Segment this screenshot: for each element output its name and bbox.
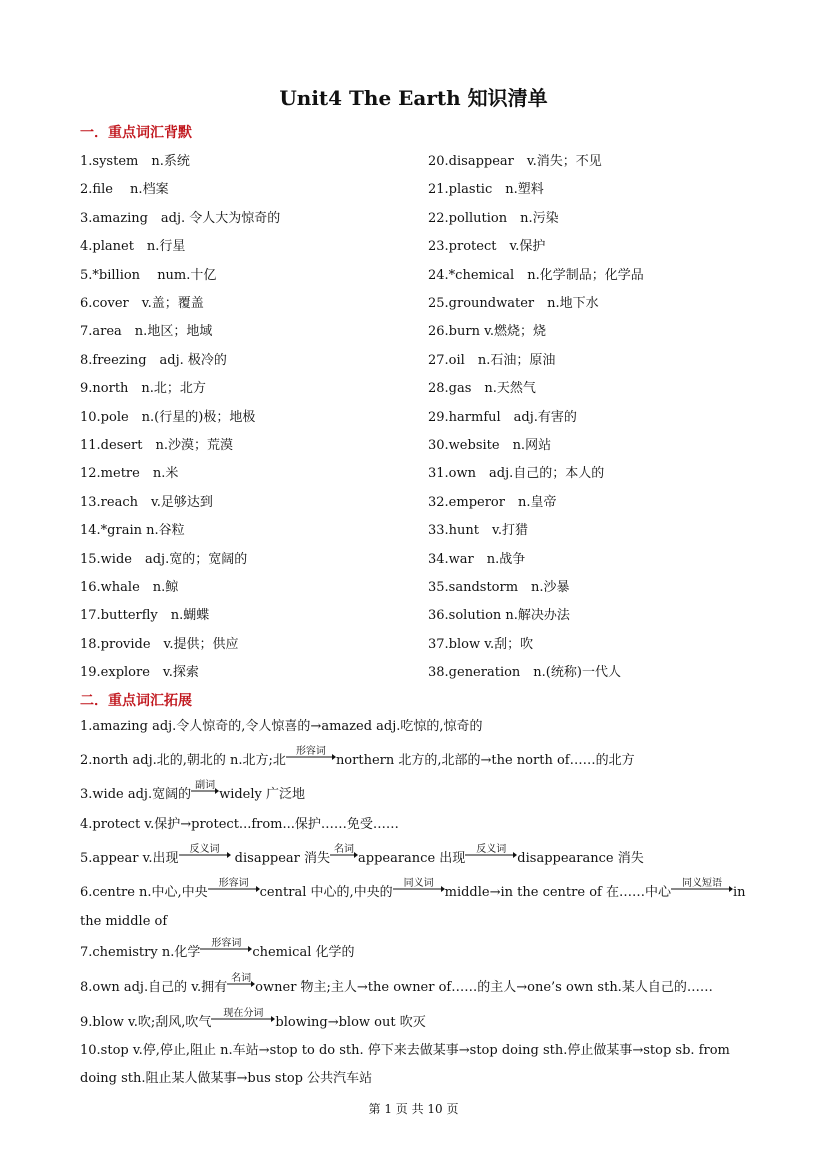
vocab-item: 7.area n.地区；地域 (80, 324, 213, 340)
vocab-item: 35.sandstorm n.沙暴 (428, 580, 570, 595)
vocab-item: 3.amazing adj. 令人大为惊奇的 (80, 210, 281, 226)
page-footer: 第 1 页 共 10 页 (368, 1102, 459, 1116)
vocab-item: 10.pole n.(行星的)极；地极 (80, 409, 256, 425)
expansion-item: 9.blow v.吹;刮风,吹气 现在分词 blowing→blow out 吹灭 (80, 1008, 426, 1030)
expansion-item: 10.stop v.停,停止,阻止 n.车站→stop to do sth. 停下来去做某事→stop doing sth.停止做某事→stop sb. from (80, 1043, 730, 1058)
vocab-item: 21.plastic n.塑料 (428, 182, 544, 198)
expansion-item: 2.north adj.北的,朝北的 n.北方;北 形容词 northern 北方的,北部的→the north of……的北方 (80, 746, 635, 768)
vocab-item: 24.*chemical n.化学制品；化学品 (428, 267, 644, 283)
vocab-item: 32.emperor n.皇帝 (428, 494, 557, 510)
expansion-item-continued: the middle of (80, 914, 168, 929)
vocab-item: 19.explore v.探索 (80, 665, 199, 681)
vocab-item: 34.war n.战争 (428, 551, 526, 567)
vocab-item: 12.metre n.米 (80, 466, 179, 482)
expansion-item: 3.wide adj.宽阔的 副词 widely 广泛地 (80, 780, 306, 802)
vocab-item: 26.burn v.燃烧；烧 (428, 324, 547, 340)
expansion-item: 5.appear v.出现 反义词 disappear 消失 名词 appearance 出现 反义词 disappearance 消失 (80, 844, 644, 866)
vocab-item: 38.generation n.(统称)一代人 (428, 665, 621, 681)
arrow-icon: 形容词 (286, 750, 336, 764)
vocab-item: 29.harmful adj.有害的 (428, 409, 577, 425)
vocab-item: 5.*billion num.十亿 (80, 267, 217, 283)
vocab-item: 36.solution n.解决办法 (428, 608, 570, 624)
vocab-item: 27.oil n.石油；原油 (428, 352, 556, 368)
vocab-item: 28.gas n.天然气 (428, 381, 536, 397)
vocab-item: 17.butterfly n.蝴蝶 (80, 608, 210, 624)
vocab-item: 37.blow v.刮；吹 (428, 636, 534, 652)
vocab-item: 25.groundwater n.地下水 (428, 296, 599, 311)
arrow-icon: 副词 (191, 784, 219, 798)
expansion-item: 6.centre n.中心,中央 形容词 central 中心的,中央的 同义词 middle→in the centre of 在……中心 同义短语 in (80, 878, 746, 900)
section-heading-vocab: 一．重点词汇背默 (80, 125, 192, 141)
page-title: Unit4 The Earth 知识清单 (279, 86, 548, 110)
vocab-item: 2.file n.档案 (80, 182, 169, 198)
expansion-item-continued: doing sth.阻止某人做某事→bus stop 公共汽车站 (80, 1071, 373, 1086)
arrow-icon: 反义词 (465, 848, 517, 862)
arrow-icon: 反义词 (179, 848, 231, 862)
vocab-item: 23.protect v.保护 (428, 239, 546, 255)
vocab-item: 31.own adj.自己的；本人的 (428, 466, 605, 482)
vocab-item: 22.pollution n.污染 (428, 210, 559, 226)
arrow-icon: 形容词 (200, 942, 252, 956)
vocab-item: 1.system n.系统 (80, 154, 190, 169)
vocab-item: 15.wide adj.宽的；宽阔的 (80, 551, 248, 567)
vocab-item: 16.whale n.鲸 (80, 580, 179, 595)
vocab-item: 11.desert n.沙漠；荒漠 (80, 438, 233, 453)
arrow-icon: 同义词 (393, 882, 445, 896)
vocab-item: 8.freezing adj. 极冷的 (80, 352, 227, 368)
arrow-icon: 同义短语 (671, 882, 733, 896)
vocab-item: 14.*grain n.谷粒 (80, 523, 185, 539)
arrow-icon: 名词 (330, 848, 358, 862)
expansion-item: 7.chemistry n.化学 形容词 chemical 化学的 (80, 938, 355, 960)
arrow-icon: 名词 (227, 977, 255, 991)
section-heading-expansion: 二．重点词汇拓展 (80, 693, 192, 709)
expansion-item: 8.own adj.自己的 v.拥有 名词 owner 物主;主人→the owner of……的主人→one’s own sth.某人自己的…… (80, 973, 713, 995)
arrow-icon: 现在分词 (211, 1012, 275, 1026)
vocab-item: 13.reach v.足够达到 (80, 494, 213, 510)
vocab-item: 20.disappear v.消失；不见 (428, 154, 602, 169)
vocab-item: 9.north n.北；北方 (80, 381, 206, 397)
vocab-item: 33.hunt v.打猎 (428, 523, 528, 539)
expansion-item: 1.amazing adj.令人惊奇的,令人惊喜的→amazed adj.吃惊的,惊奇的 (80, 719, 483, 734)
vocab-item: 30.website n.网站 (428, 438, 552, 453)
vocab-item: 4.planet n.行星 (80, 239, 186, 255)
expansion-item: 4.protect v.保护→protect...from...保护……免受…… (80, 817, 399, 832)
vocab-item: 6.cover v.盖；覆盖 (80, 296, 204, 311)
arrow-icon: 形容词 (208, 882, 260, 896)
vocab-item: 18.provide v.提供；供应 (80, 636, 239, 652)
